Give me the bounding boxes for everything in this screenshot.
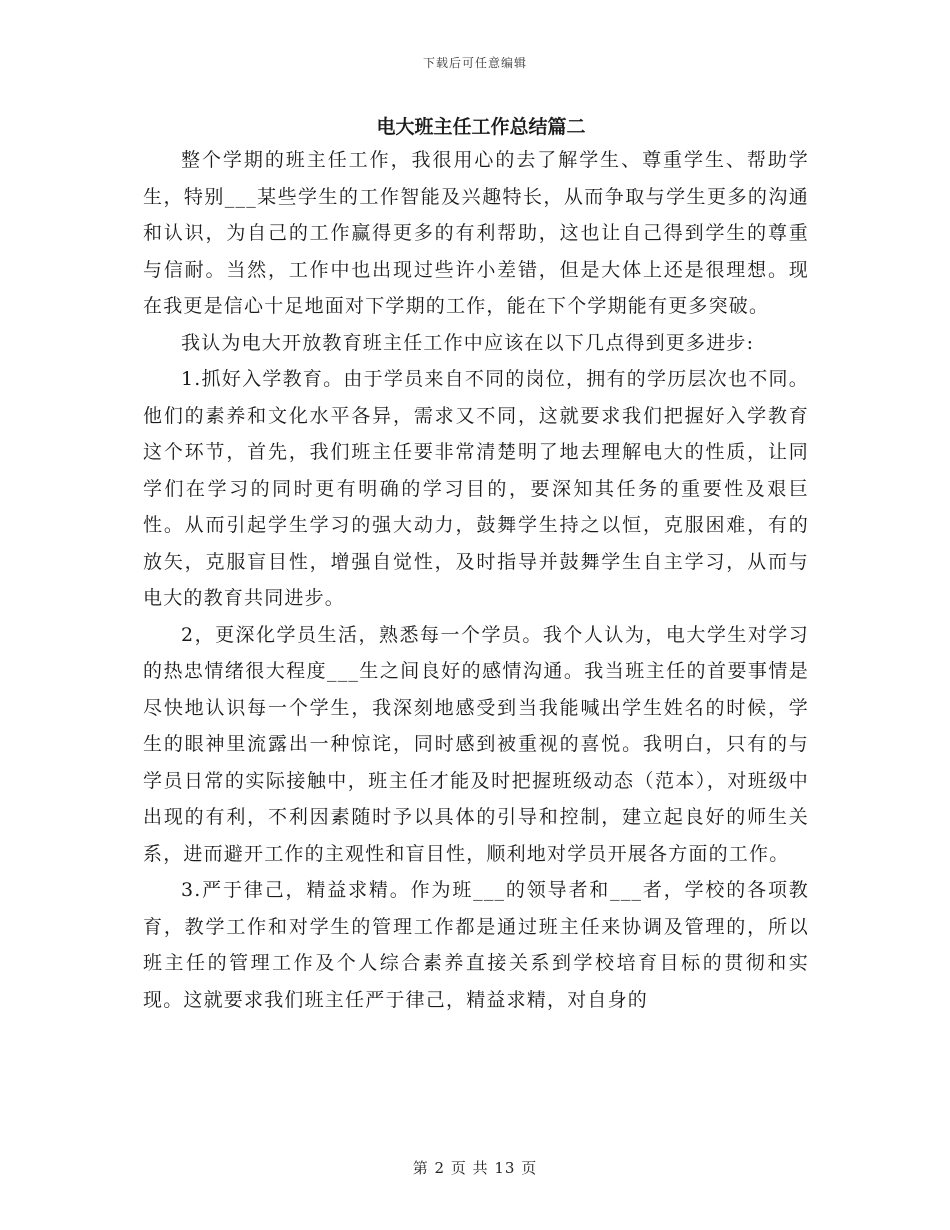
header-note: 下载后可任意编辑 — [422, 56, 527, 70]
paragraph-intro: 整个学期的班主任工作，我很用心的去了解学生、尊重学生、帮助学生，特别___某些学生的工作智能及兴趣特长，从而争取与学生更多的沟通和认识，为自己的工作赢得更多的有利帮助，这也让自己得到学生的尊重与信耐。当然，工作中也出现过些许小差错，但是大体上还是很理想。现在我更是信心十足地面对下学期的工作，能在下个学期能有更多突破。 — [143, 149, 809, 317]
paragraph-point-1: 1.抓好入学教育。由于学员来自不同的岗位，拥有的学历层次也不同。他们的素养和文化水平各异，需求又不同，这就要求我们把握好入学教育这个环节，首先，我们班主任要非常清楚明了地去理解电大的性质，让同学们在学习的同时更有明确的学习目的，要深知其任务的重要性及艰巨性。从而引起学生学习的强大动力，鼓舞学生持之以恒，克服困难，有的放矢，克服盲目性，增强自觉性，及时指导并鼓舞学生自主学习，从而与电大的教育共同进步。 — [143, 368, 809, 609]
page-number-footer: 第 2 页 共 13 页 — [412, 1159, 538, 1177]
document-title: 电大班主任工作总结篇二 — [376, 116, 586, 138]
document-body — [143, 112, 809, 1018]
paragraph-point-3: 3.严于律己，精益求精。作为班___的领导者和___者，学校的各项教育，教学工作和对学生的管理工作都是通过班主任来协调及管理的，所以班主任的管理工作及个人综合素养直接关系到学校培育目标的贯彻和实现。这就要求我们班主任严于律己，精益求精，对自身的 — [143, 879, 809, 1011]
paragraph-points-lead: 我认为电大开放教育班主任工作中应该在以下几点得到更多进步: — [181, 331, 755, 354]
paragraph-point-2: 2，更深化学员生活，熟悉每一个学员。我个人认为，电大学生对学习的热忠情绪很大程度___生之间良好的感情沟通。我当班主任的首要事情是尽快地认识每一个学生，我深刻地感受到当我能喊出学生姓名的时候，学生的眼神里流露出一种惊诧，同时感到被重视的喜悦。我明白，只有的与学员日常的实际接触中，班主任才能及时把握班级动态（范本），对班级中出现的有利，不利因素随时予以具体的引导和控制，建立起良好的师生关系，进而避开工作的主观性和盲目性，顺利地对学员开展各方面的工作。 — [143, 623, 809, 865]
